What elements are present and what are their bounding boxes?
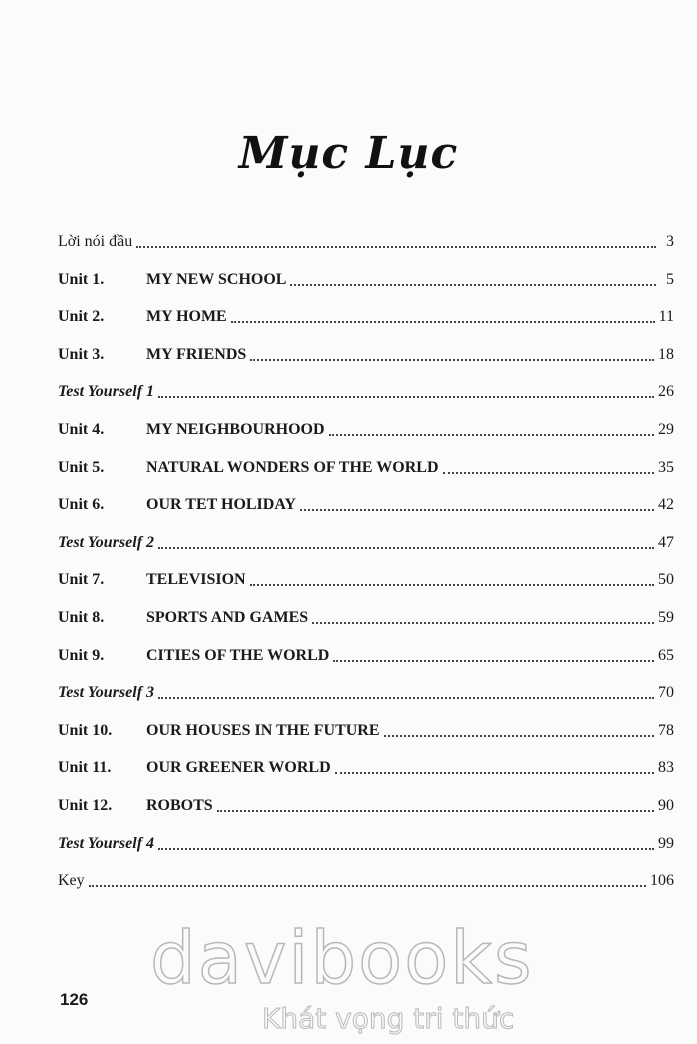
toc-page-number: 70 (658, 684, 674, 702)
toc-entry-title: Key (58, 872, 85, 890)
toc-dot-leader (231, 321, 655, 323)
toc-entry-title: MY NEIGHBOURHOOD (146, 421, 325, 438)
toc-unit-number: Unit 10. (58, 721, 113, 739)
toc-entry-title: Test Yourself 2 (58, 533, 155, 551)
toc-dot-leader (136, 246, 656, 248)
toc-dot-leader (89, 885, 646, 887)
toc-unit-number: Unit 7. (58, 571, 105, 589)
toc-entry (58, 491, 674, 515)
toc-entry (58, 830, 674, 854)
toc-page-number: 29 (658, 421, 674, 438)
toc-entry (58, 792, 674, 816)
toc-entry-title: TELEVISION (146, 571, 246, 589)
toc-entry-title: CITIES OF THE WORLD (146, 646, 330, 664)
toc-entry (58, 566, 674, 590)
toc-page-number: 83 (658, 759, 674, 777)
toc-unit-number: Unit 4. (58, 421, 105, 438)
toc-page-number: 106 (650, 872, 674, 890)
toc-entry (58, 378, 674, 402)
toc-entry-title: Test Yourself 3 (58, 684, 155, 702)
page-number: 126 (60, 990, 89, 1009)
toc-dot-leader (443, 472, 655, 474)
toc-unit-number: Unit 8. (58, 609, 105, 626)
toc-page-number: 59 (658, 609, 674, 626)
toc-entry (58, 341, 674, 365)
toc-entry-title: NATURAL WONDERS OF THE WORLD (146, 458, 439, 476)
toc-unit-number: Unit 3. (58, 345, 105, 363)
toc-entry (58, 266, 674, 290)
toc-entry (58, 529, 674, 553)
toc-dot-leader (217, 810, 654, 812)
watermark-tagline: Khát vọng tri thức (262, 1002, 515, 1035)
toc-page-number: 47 (658, 533, 674, 551)
toc-entry (58, 454, 674, 478)
toc-entry (58, 416, 674, 440)
toc-dot-leader (384, 735, 654, 737)
toc-entry-title: MY HOME (146, 308, 227, 326)
toc-entry-title: OUR HOUSES IN THE FUTURE (146, 721, 380, 739)
toc-entry-title: ROBOTS (146, 797, 213, 814)
toc-entry (58, 679, 674, 703)
toc-page-number: 26 (658, 383, 674, 401)
toc-dot-leader (335, 772, 654, 774)
page-title: Mục Lục (238, 128, 459, 179)
toc-unit-number: Unit 11. (58, 759, 112, 777)
toc-page-number: 90 (658, 797, 674, 814)
toc-entry (58, 867, 674, 891)
toc-entry (58, 754, 674, 778)
toc-unit-number: Unit 2. (58, 308, 105, 326)
toc-dot-leader (158, 547, 654, 549)
toc-dot-leader (329, 434, 654, 436)
toc-unit-number: Unit 12. (58, 797, 113, 814)
toc-entry-title: OUR TET HOLIDAY (146, 496, 296, 514)
toc-page-number: 35 (658, 458, 674, 476)
toc-dot-leader (158, 396, 654, 398)
toc-entry-title: MY FRIENDS (146, 345, 247, 363)
toc-page-number: 11 (658, 308, 674, 326)
toc-entry-title: MY NEW SCHOOL (146, 270, 287, 288)
toc-page-number: 65 (658, 646, 674, 664)
toc-entry-title: Test Yourself 4 (58, 834, 155, 852)
toc-page-number: 50 (658, 571, 674, 589)
toc-unit-number: Unit 6. (58, 496, 105, 514)
toc-page-number: 5 (666, 270, 674, 288)
toc-dot-leader (333, 660, 654, 662)
toc-page-number: 42 (658, 496, 674, 514)
toc-dot-leader (250, 359, 654, 361)
toc-entry (58, 303, 674, 327)
toc-entry (58, 642, 674, 666)
toc-unit-number: Unit 5. (58, 458, 105, 476)
toc-entry (58, 604, 674, 628)
toc-entry (58, 228, 674, 252)
toc-unit-number: Unit 9. (58, 646, 105, 664)
toc-entry-title: OUR GREENER WORLD (146, 759, 331, 777)
toc-dot-leader (250, 584, 654, 586)
toc-unit-number: Unit 1. (58, 270, 105, 288)
toc-entry-title: Lời nói đầu (58, 233, 133, 250)
toc-entry-title: SPORTS AND GAMES (146, 609, 309, 626)
toc-dot-leader (158, 848, 654, 850)
toc-dot-leader (300, 509, 654, 511)
watermark-brand: davibooks (150, 916, 534, 1000)
toc-dot-leader (158, 697, 654, 699)
toc-entry-title: Test Yourself 1 (58, 383, 155, 401)
toc-dot-leader (290, 284, 656, 286)
toc-entry (58, 717, 674, 741)
toc-page-number: 78 (658, 721, 674, 739)
toc-dot-leader (312, 622, 654, 624)
toc-page-number: 18 (658, 345, 674, 363)
toc-page-number: 99 (658, 834, 674, 852)
toc-page-number: 3 (666, 233, 674, 250)
